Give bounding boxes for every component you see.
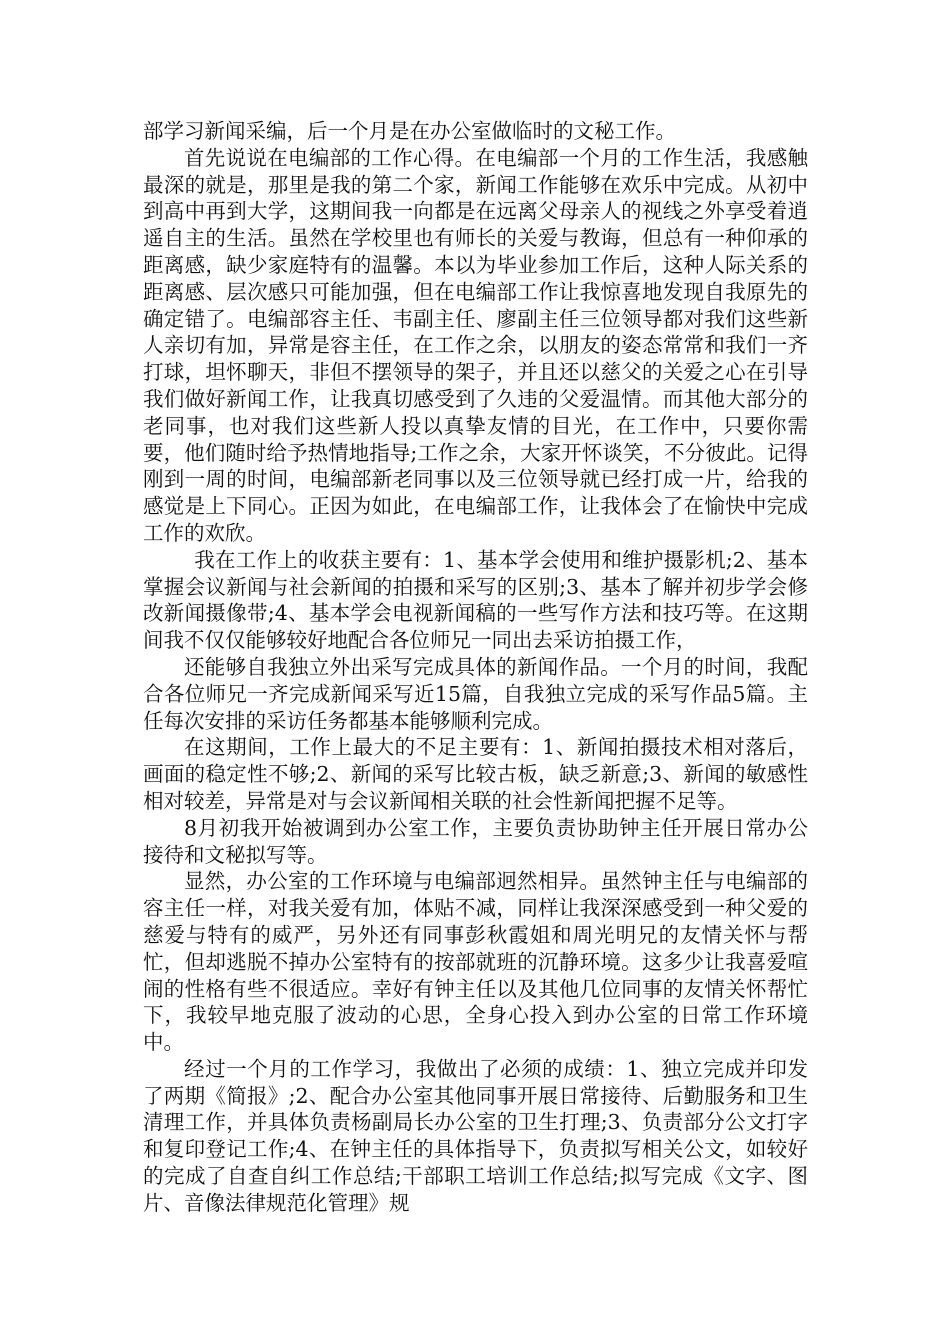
paragraph-office-environment: 显然，办公室的工作环境与电编部迥然相异。虽然钟主任与电编部的容主任一样，对我关爱有加，体贴不减，同样让我深深感受到一种父爱的慈爱与特有的威严，另外还有同事彭秋霞姐和周光明兄的友情关怀与帮忙，但却逃脱不掉办公室特有的按部就班的沉静环境。这多少让我喜爱喧闹的性格有些不很适应。幸好有钟主任以及其他几位同事的友情关怀帮忙下，我较早地克服了波动的心思，全身心投入到办公室的日常工作环境中。: [143, 869, 808, 1055]
paragraph-independent-work: 还能够自我独立外出采写完成具体的新闻作品。一个月的时间，我配合各位师兄一齐完成新闻采写近15篇，自我独立完成的采写作品5篇。主任每次安排的采访任务都基本能够顺利完成。: [143, 654, 808, 733]
paragraph-office-transfer: 8月初我开始被调到办公室工作，主要负责协助钟主任开展日常办公接待和文秘拟写等。: [143, 815, 808, 867]
paragraph-shortcomings: 在这期间，工作上最大的不足主要有：1、新闻拍摄技术相对落后，画面的稳定性不够;2、新闻的采写比较古板，缺乏新意;3、新闻的敏感性相对较差，异常是对与会议新闻相关联的社会性新闻把握不足等。: [143, 735, 808, 813]
paragraph-editing-dept-experience: 首先说说在电编部的工作心得。在电编部一个月的工作生活，我感触最深的就是，那里是我的第二个家，新闻工作能够在欢乐中完成。从初中到高中再到大学，这期间我一向都是在远离父母亲人的视线之外享受着逍遥自主的生活。虽然在学校里也有师长的关爱与教诲，但总有一种仰承的距离感，缺少家庭特有的温馨。本以为毕业参加工作后，这种人际关系的距离感、层次感只可能加强，但在电编部工作让我惊喜地发现自我原先的确定错了。电编部容主任、韦副主任、廖副主任三位领导都对我们这些新人亲切有加，异常是容主任，在工作之余，以朋友的姿态常常和我们一齐打球，坦怀聊天，非但不摆领导的架子，并且还以慈父的关爱之心在引导我们做好新闻工作，让我真切感受到了久违的父爱温情。而其他大部分的老同事，也对我们这些新人投以真挚友情的目光，在工作中，只要你需要，他们随时给予热情地指导;工作之余，大家开怀谈笑，不分彼此。记得刚到一周的时间，电编部新老同事以及三位领导就已经打成一片，给我的感觉是上下同心。正因为如此，在电编部工作，让我体会了在愉快中完成工作的欢欣。: [143, 145, 808, 545]
document-body: [143, 118, 808, 1217]
paragraph-work-gains: 我在工作上的收获主要有：1、基本学会使用和维护摄影机;2、基本掌握会议新闻与社会新闻的拍摄和采写的区别;3、基本了解并初步学会修改新闻摄像带;4、基本学会电视新闻稿的一些写作方法和技巧等。在这期间我不仅仅能够较好地配合各位师兄一同出去采访拍摄工作，: [143, 547, 808, 653]
paragraph-continuation: 部学习新闻采编，后一个月是在办公室做临时的文秘工作。: [143, 119, 676, 143]
paragraph-achievements: 经过一个月的工作学习，我做出了必须的成绩：1、独立完成并印发了两期《简报》;2、配合办公室其他同事开展日常接待、后勤服务和卫生清理工作，并具体负责杨副局长办公室的卫生打理;3、负责部分公文打字和复印登记工作;4、在钟主任的具体指导下，负责拟写相关公文，如较好的完成了自查自纠工作总结;干部职工培训工作总结;拟写完成《文字、图片、音像法律规范化管理》规: [143, 1056, 808, 1215]
